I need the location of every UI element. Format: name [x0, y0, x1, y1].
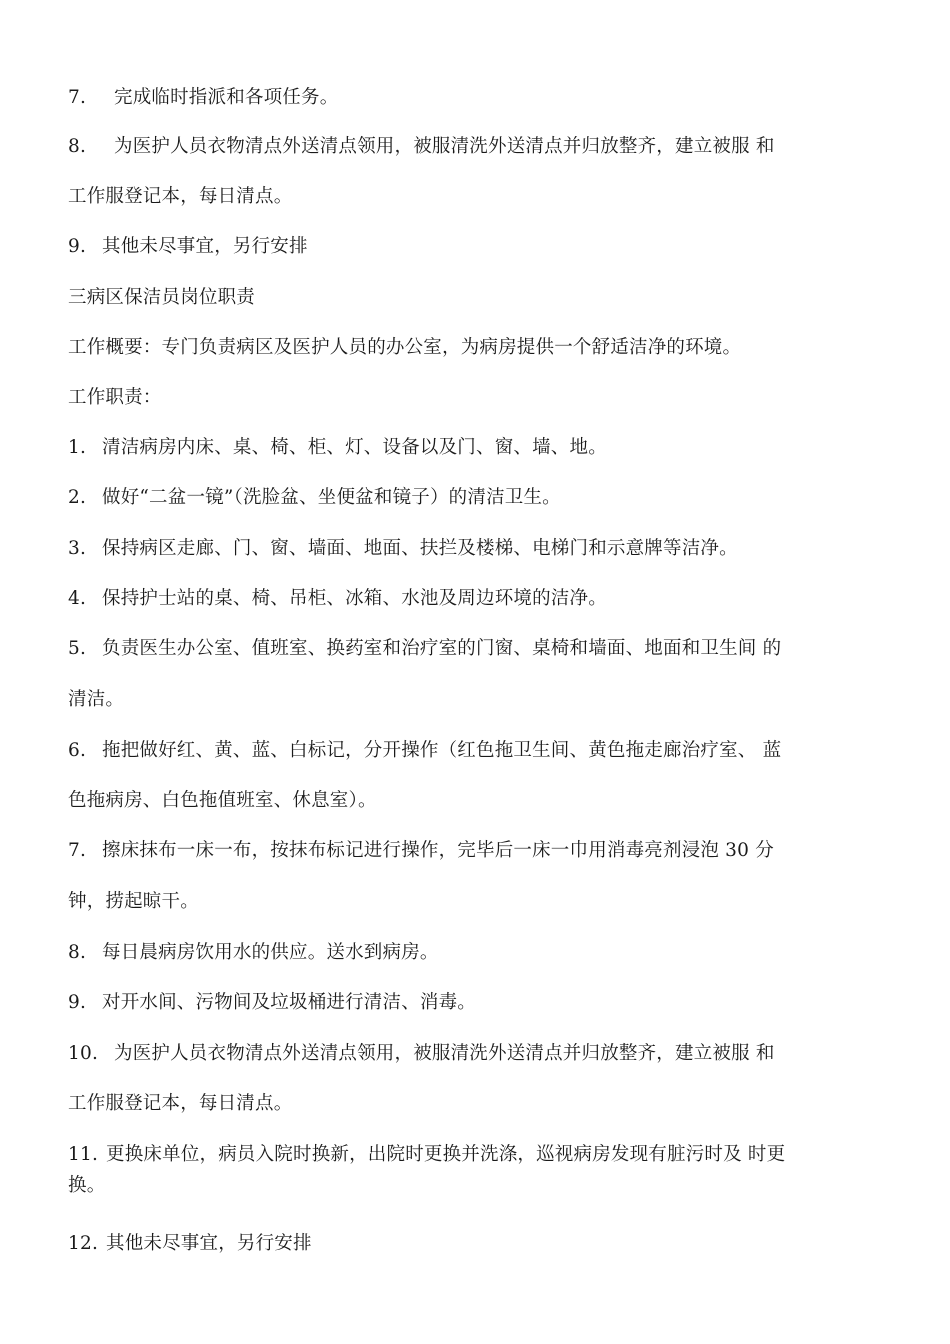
item-number: 3.: [68, 538, 87, 559]
document-line: [68, 235, 898, 259]
item-number: 7.: [68, 840, 87, 861]
document-line: [68, 537, 898, 561]
document-line: [68, 1092, 898, 1116]
item-text: 为医护人员衣物清点外送清点领用，被服清洗外送清点并归放整齐，建立被服 和: [114, 1043, 775, 1064]
document-line: [68, 1174, 898, 1198]
item-text: 工作服登记本，每日清点。: [68, 1093, 293, 1114]
item-text: 工作服登记本，每日清点。: [68, 186, 293, 207]
document-line: [68, 486, 898, 510]
item-text: 保持病区走廊、门、窗、墙面、地面、扶拦及楼梯、电梯门和示意牌等洁净。: [102, 538, 738, 559]
item-text: 三病区保洁员岗位职责: [68, 287, 256, 308]
item-text: 色拖病房、白色拖值班室、休息室）。: [68, 790, 377, 811]
document-line: [68, 336, 898, 360]
item-text: 完成临时指派和各项任务。: [114, 87, 339, 108]
item-text: 其他未尽事宜，另行安排: [102, 236, 308, 257]
section-heading: [68, 286, 898, 310]
item-text: 钟，捞起晾干。: [68, 891, 199, 912]
document-line: [68, 436, 898, 460]
item-number: 8.: [68, 136, 87, 157]
document-line: [68, 587, 898, 611]
item-number: 9.: [68, 992, 87, 1013]
document-line: [68, 86, 898, 110]
document-line: [68, 135, 898, 159]
item-text: 负责医生办公室、值班室、换药室和治疗室的门窗、桌椅和墙面、地面和卫生间 的: [102, 638, 782, 659]
item-number: 1.: [68, 437, 87, 458]
item-text: 工作职责：: [68, 387, 162, 408]
item-text: 更换床单位，病员入院时换新，出院时更换并洗涤，巡视病房发现有脏污时及 时更: [106, 1144, 786, 1165]
item-text: 擦床抹布一床一布，按抹布标记进行操作，完毕后一床一巾用消毒亮剂浸泡 30 分: [102, 840, 774, 861]
document-line: [68, 688, 898, 712]
document-line: [68, 1143, 898, 1167]
document-line: [68, 386, 898, 410]
document-line: [68, 185, 898, 209]
item-text: 清洁病房内床、桌、椅、柜、灯、设备以及门、窗、墙、地。: [102, 437, 607, 458]
item-text: 保持护士站的桌、椅、吊柜、冰箱、水池及周边环境的洁净。: [102, 588, 607, 609]
document-line: [68, 890, 898, 914]
item-number: 5.: [68, 638, 87, 659]
item-text: 其他未尽事宜，另行安排: [106, 1233, 312, 1254]
document-line: [68, 1232, 898, 1256]
item-number: 8.: [68, 942, 87, 963]
item-text: 拖把做好红、黄、蓝、白标记，分开操作（红色拖卫生间、黄色拖走廊治疗室、 蓝: [102, 740, 782, 761]
item-number: 11.: [68, 1144, 99, 1165]
document-line: [68, 941, 898, 965]
item-number: 9.: [68, 236, 87, 257]
document-line: [68, 789, 898, 813]
item-text: 对开水间、污物间及垃圾桶进行清洁、消毒。: [102, 992, 477, 1013]
item-number: 12.: [68, 1233, 99, 1254]
item-number: 4.: [68, 588, 87, 609]
item-number: 6.: [68, 740, 87, 761]
document-line: [68, 739, 898, 763]
document-line: [68, 839, 898, 863]
item-text: 换。: [68, 1175, 106, 1196]
item-number: 10.: [68, 1043, 99, 1064]
item-number: 7.: [68, 87, 87, 108]
item-number: 2.: [68, 487, 87, 508]
document-line: [68, 637, 898, 661]
document-line: [68, 991, 898, 1015]
item-text: 工作概要：专门负责病区及医护人员的办公室，为病房提供一个舒适洁净的环境。: [68, 337, 742, 358]
item-text: 清洁。: [68, 689, 125, 710]
item-text: 每日晨病房饮用水的供应。送水到病房。: [102, 942, 439, 963]
item-text: 做好“二盆一镜”（洗脸盆、坐便盆和镜子）的清洁卫生。: [102, 487, 561, 508]
item-text: 为医护人员衣物清点外送清点领用，被服清洗外送清点并归放整齐，建立被服 和: [114, 136, 775, 157]
document-line: [68, 1042, 898, 1066]
